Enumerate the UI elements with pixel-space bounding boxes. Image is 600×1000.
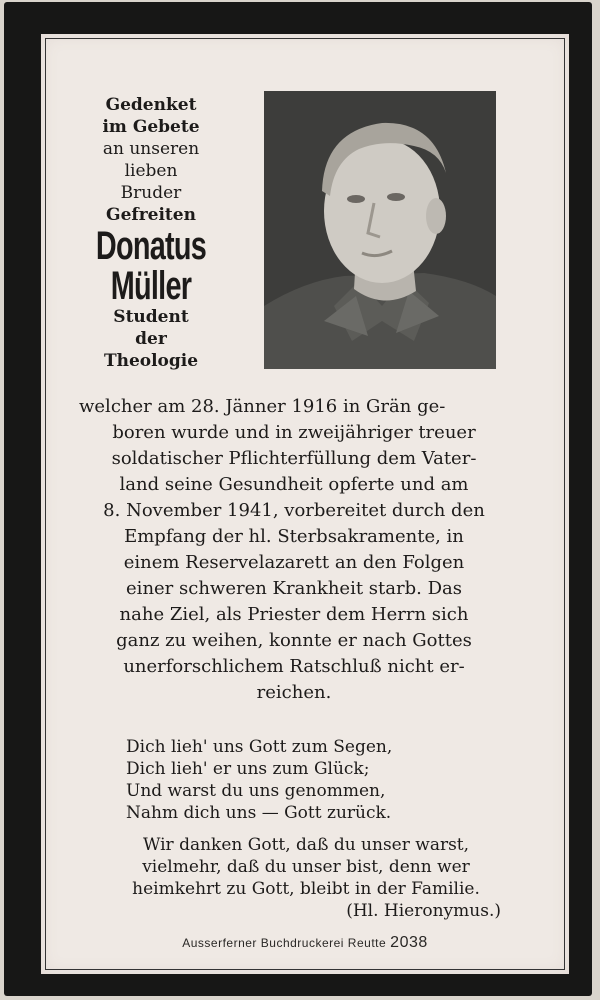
text-line: welcher am 28. Jänner 1916 in Grän ge- xyxy=(79,396,446,417)
text-line: Empfang der hl. Sterbsakramente, in xyxy=(124,526,464,547)
verse xyxy=(126,736,486,824)
verse-line: Dich lieh' uns Gott zum Segen, xyxy=(126,737,393,757)
quote xyxy=(101,834,511,922)
portrait-illustration xyxy=(264,91,496,369)
text-line: land seine Gesundheit opferte und am xyxy=(119,474,469,495)
text-line: einem Reservelazarett an den Folgen xyxy=(123,552,465,573)
header-text xyxy=(61,94,241,372)
portrait-photo xyxy=(264,91,496,369)
quote-line: vielmehr, daß du unser bist, denn wer xyxy=(142,857,470,877)
verse-line: Nahm dich uns — Gott zurück. xyxy=(126,803,392,823)
obituary-text xyxy=(79,394,509,706)
role-line-3: Theologie xyxy=(103,351,199,371)
text-line: einer schweren Krankheit starb. Das xyxy=(126,578,462,599)
text-line: ganz zu weihen, konnte er nach Gottes xyxy=(116,630,472,651)
text-line: nahe Ziel, als Priester dem Herrn sich xyxy=(119,604,469,625)
header-line-3: an unseren xyxy=(102,139,200,159)
role-line-2: der xyxy=(135,329,167,349)
text-line: unerforschlichem Ratschluß nicht er- xyxy=(123,656,465,677)
last-name: Müller xyxy=(110,264,192,308)
rank: Gefreiten xyxy=(106,205,196,225)
text-line: boren wurde und in zweijähriger treuer xyxy=(112,422,476,443)
text-line: 8. November 1941, vorbereitet durch den xyxy=(103,500,485,521)
header-line-1: Gedenket xyxy=(105,95,197,115)
memorial-card xyxy=(4,2,592,996)
header-line-5: Bruder xyxy=(120,183,182,203)
header-line-4: lieben xyxy=(124,161,178,181)
card-paper xyxy=(41,34,569,974)
quote-line: Wir danken Gott, daß du unser warst, xyxy=(142,835,470,855)
printer-imprint xyxy=(41,934,569,952)
verse-line: Und warst du uns genommen, xyxy=(126,781,386,801)
text-line: soldatischer Pflichterfüllung dem Vater- xyxy=(111,448,477,469)
text-last-line: reichen. xyxy=(256,682,332,703)
quote-line: heimkehrt zu Gott, bleibt in der Familie. xyxy=(132,879,480,899)
quote-attribution: (Hl. Hieronymus.) xyxy=(346,901,501,921)
printer-name: Ausserferner Buchdruckerei Reutte xyxy=(182,936,387,950)
header-line-2: im Gebete xyxy=(102,117,200,137)
verse-line: Dich lieh' er uns zum Glück; xyxy=(126,759,370,779)
first-name: Donatus xyxy=(95,224,207,268)
role-line-1: Student xyxy=(113,307,189,327)
printer-number: 2038 xyxy=(390,934,428,951)
